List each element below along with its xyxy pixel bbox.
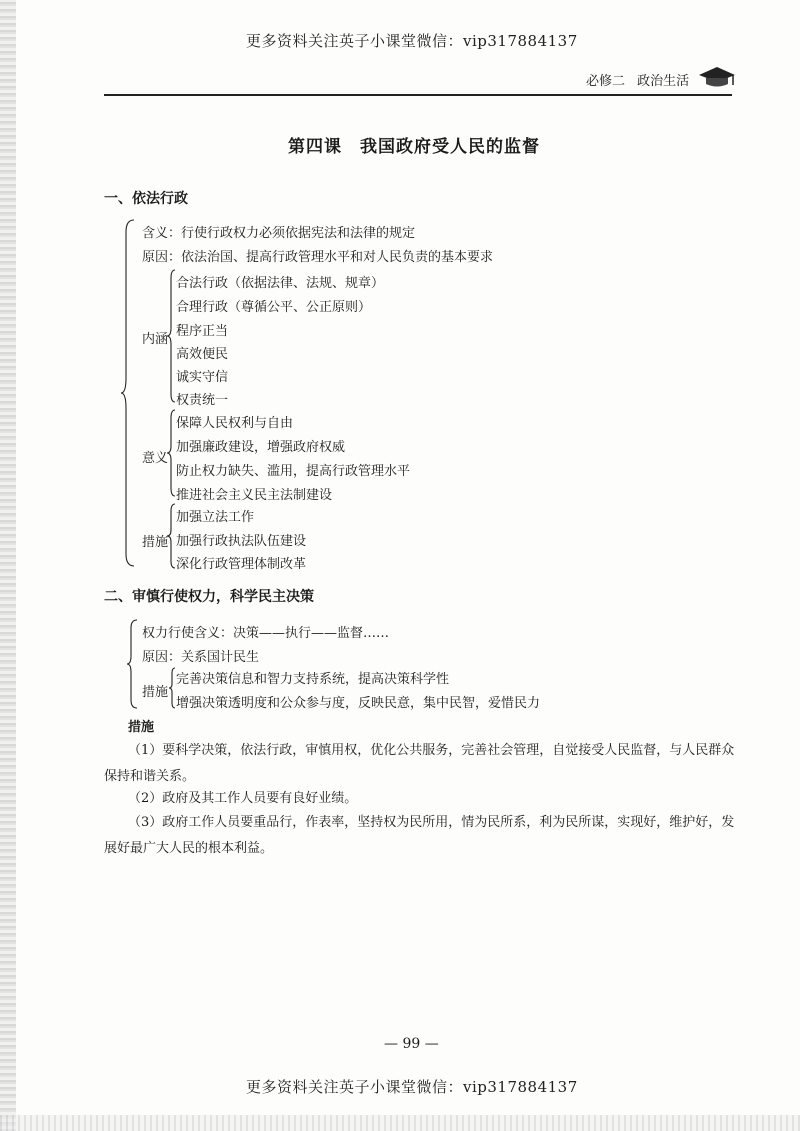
section2-heading: 二、审慎行使权力，科学民主决策 <box>104 589 314 605</box>
header-subject-label: 政治生活 <box>637 74 690 89</box>
scan-edge-left <box>0 0 16 1131</box>
page-number: — 99 — <box>384 1036 439 1052</box>
neihan-item: 合理行政（尊循公平、公正原则） <box>176 300 372 315</box>
section1-yiyi-label: 意义 <box>142 451 169 466</box>
page-title: 第四课 我国政府受人民的监督 <box>288 137 540 157</box>
section1-meaning: 含义：行使行政权力必须依据宪法和法律的规定 <box>142 226 416 241</box>
yiyi-item: 防止权力缺失、滥用，提高行政管理水平 <box>176 464 411 479</box>
section1-heading: 一、依法行政 <box>104 191 188 207</box>
header-rule <box>104 94 732 96</box>
cuoshi-item: 加强立法工作 <box>176 510 255 525</box>
section2-cuoshi-brace <box>168 666 176 710</box>
section2-reason: 原因：关系国计民生 <box>142 650 260 665</box>
graduation-cap-icon <box>698 64 736 88</box>
cuoshi-item: 深化行政管理体制改革 <box>176 557 307 572</box>
section2-main-brace <box>126 618 138 710</box>
section1-cuoshi-label: 措施 <box>142 535 169 550</box>
scan-edge-bottom <box>0 1115 800 1131</box>
bottom-watermark: 更多资料关注英子小课堂微信：vip317884137 <box>246 1078 578 1096</box>
section2-cuoshi-item: 完善决策信息和智力支持系统，提高决策科学性 <box>176 672 450 687</box>
neihan-item: 高效便民 <box>176 347 229 362</box>
section1-reason: 原因：依法治国、提高行政管理水平和对人民负责的基本要求 <box>142 250 494 265</box>
section2-cuoshi-label: 措施 <box>142 685 169 700</box>
neihan-item: 程序正当 <box>176 324 229 339</box>
cuoshi-item: 加强行政执法队伍建设 <box>176 534 307 549</box>
yiyi-item: 加强廉政建设，增强政府权威 <box>176 440 346 455</box>
section1-neihan-label: 内涵 <box>142 332 169 347</box>
neihan-item: 合法行政（依据法律、法规、规章） <box>176 276 385 291</box>
top-watermark: 更多资料关注英子小课堂微信：vip317884137 <box>246 32 578 50</box>
measure-paragraph: （2）政府及其工作人员要有良好业绩。 <box>128 791 358 806</box>
header-book-label: 必修二 <box>586 74 626 89</box>
yiyi-item: 推进社会主义民主法制建设 <box>176 488 333 503</box>
section1-main-brace <box>120 218 136 568</box>
neihan-item: 诚实守信 <box>176 370 229 385</box>
header-book <box>586 70 689 89</box>
yiyi-item: 保障人民权利与自由 <box>176 416 294 431</box>
measures-heading: 措施 <box>128 720 155 735</box>
section2-cuoshi-item: 增强决策透明度和公众参与度，反映民意，集中民智，爱惜民力 <box>176 696 541 711</box>
cuoshi-brace <box>166 502 176 570</box>
section2-meaning: 权力行使含义：决策——执行——监督…… <box>142 626 390 641</box>
measure-paragraph: （3）政府工作人员要重品行，作表率，坚持权为民所用，情为民所系，利为民所谋，实现好，维护好，发展好最广大人民的根本利益。 <box>104 815 735 856</box>
neihan-brace <box>166 268 176 404</box>
neihan-item: 权责统一 <box>176 393 229 408</box>
yiyi-brace <box>166 408 176 498</box>
measure-paragraph: （1）要科学决策，依法行政，审慎用权，优化公共服务，完善社会管理，自觉接受人民监督，与人民群众保持和谐关系。 <box>104 743 735 784</box>
